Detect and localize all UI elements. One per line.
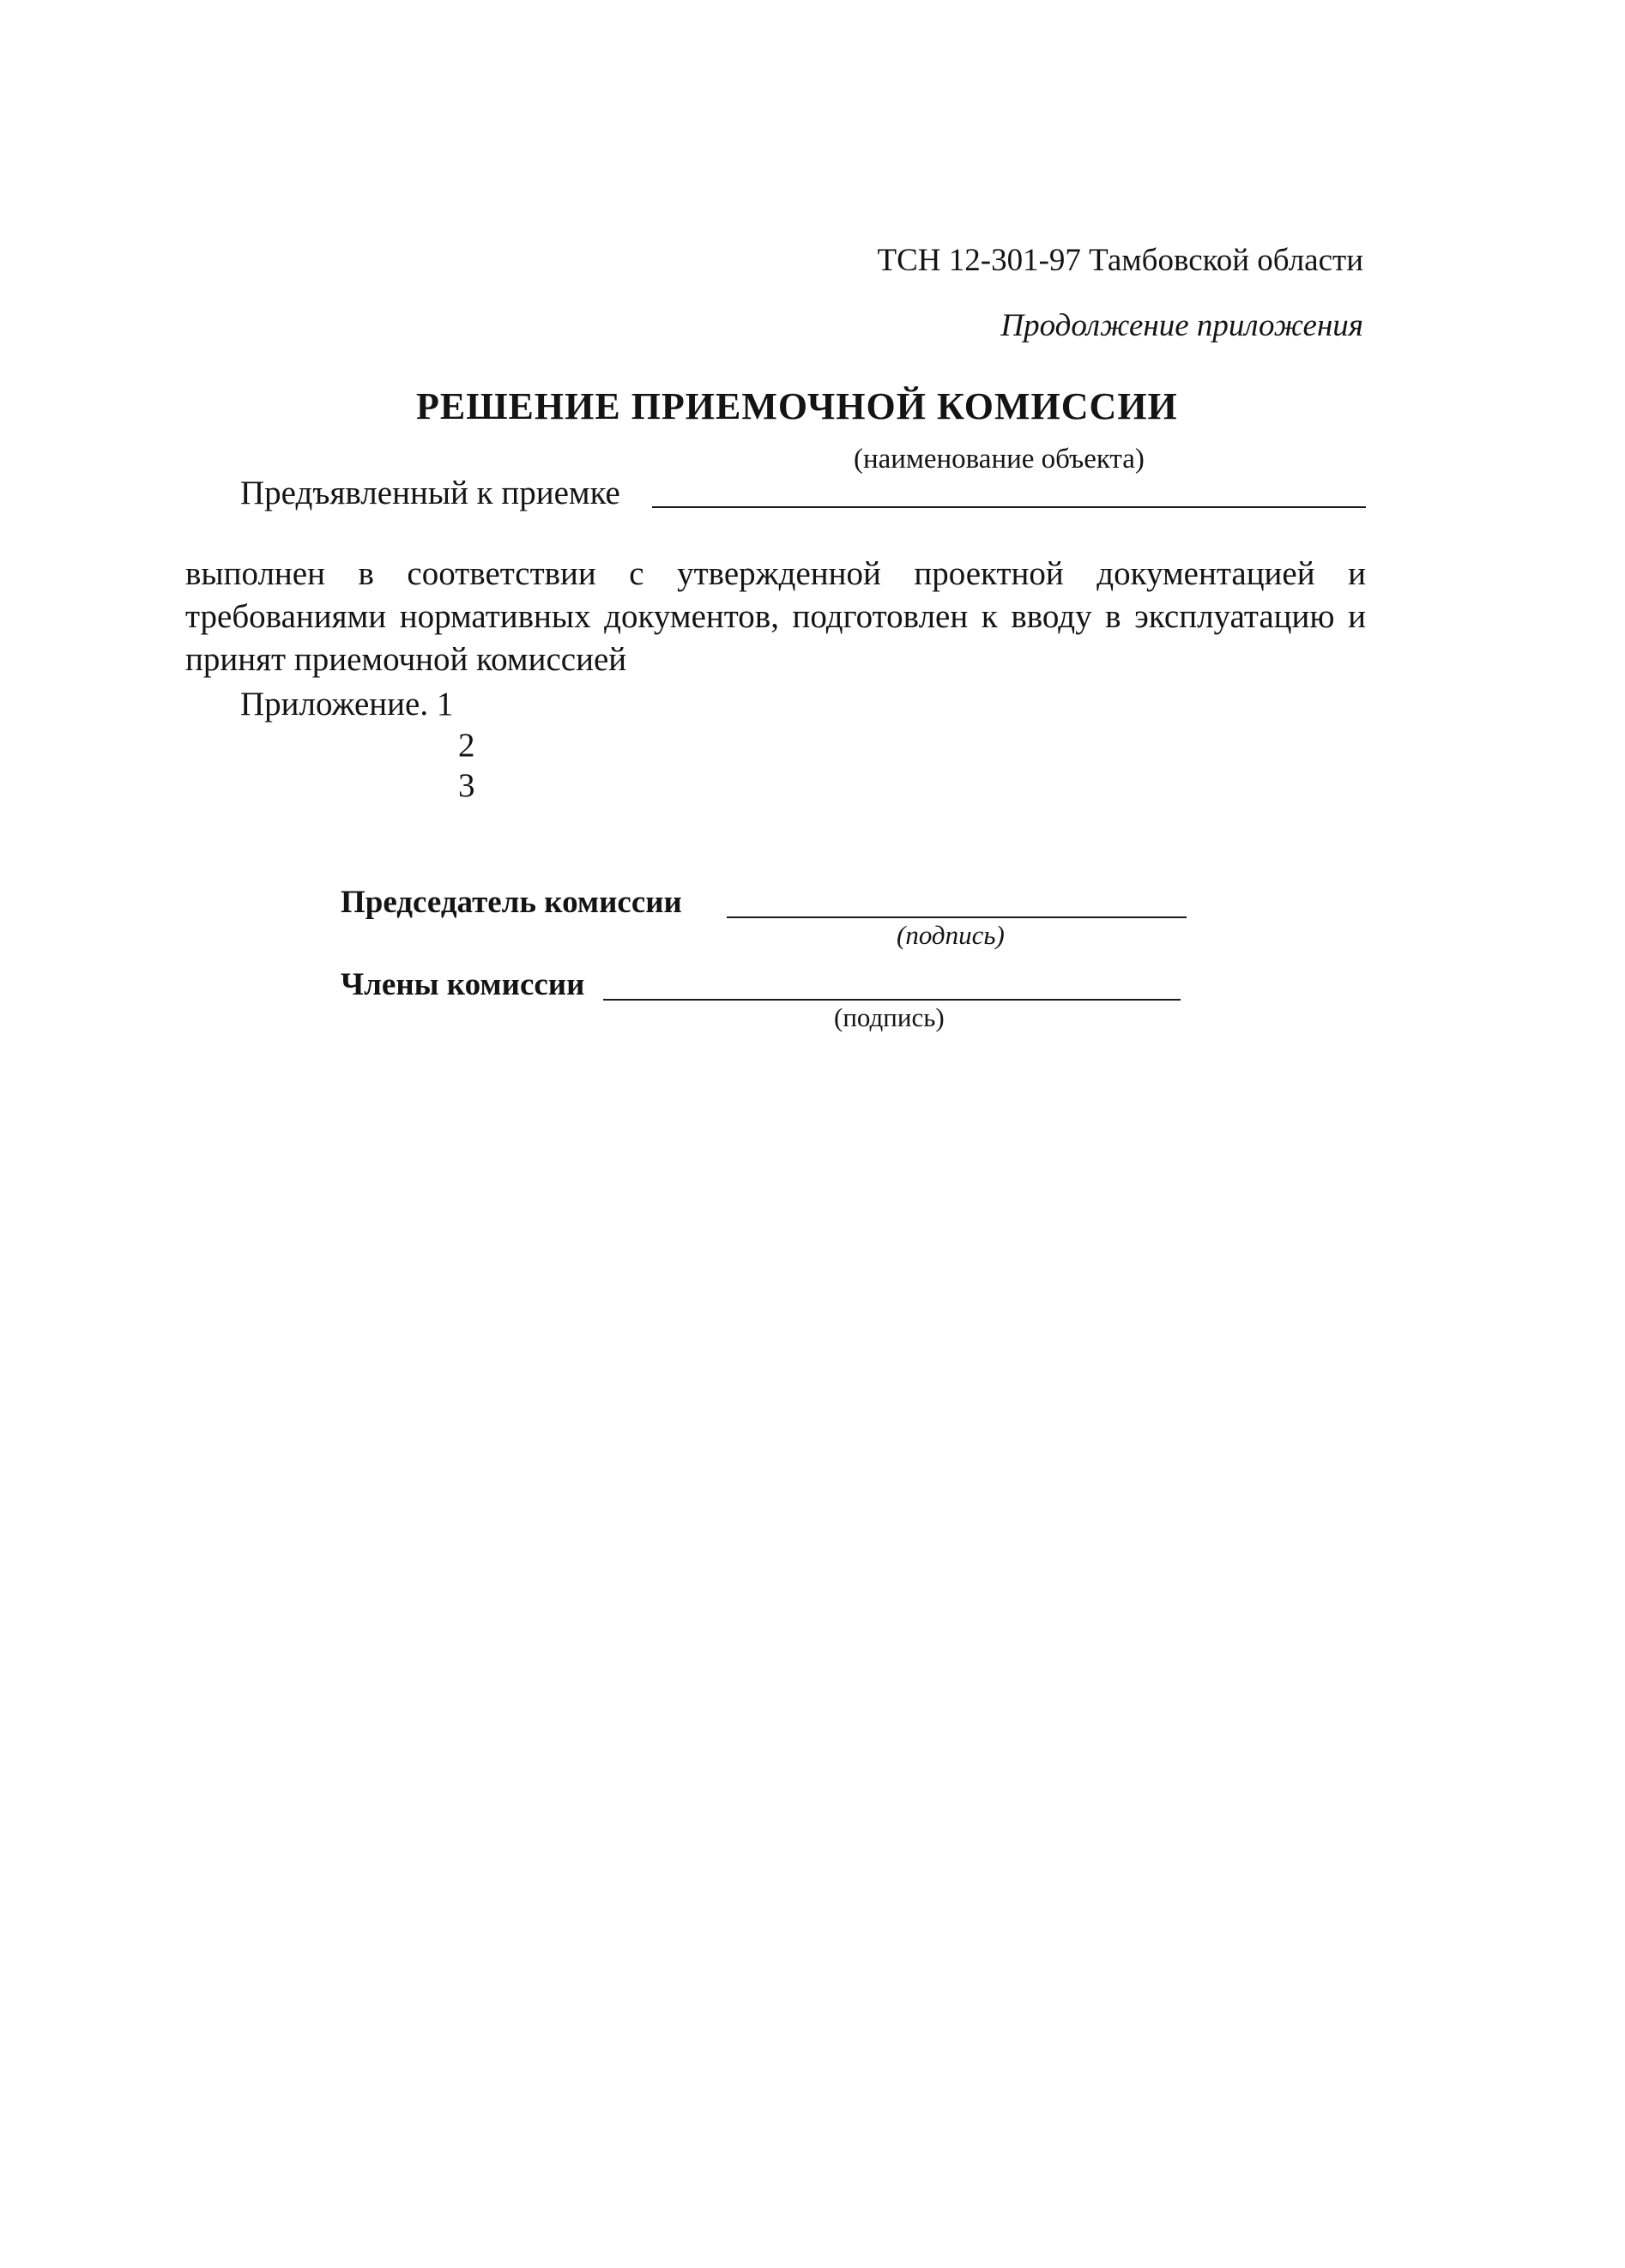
members-signature-caption: (подпись) xyxy=(834,1002,945,1032)
appendix-label: Приложение. 1 xyxy=(240,686,454,723)
object-name-caption: (наименование объекта) xyxy=(854,444,1145,475)
presented-for-acceptance-label: Предъявленный к приемке xyxy=(240,475,620,511)
appendix-item-2: 2 xyxy=(458,727,475,764)
chairman-signature-line xyxy=(727,916,1187,918)
chairman-label: Председатель комиссии xyxy=(341,885,682,920)
appendix-item-3: 3 xyxy=(458,767,475,804)
decision-body-text: выполнен в соответствии с утвержденной проектной документацией и требованиями нормативных документов, подготовлен к вводу в эксплуатацию и принят приемочной комиссией xyxy=(185,555,1366,678)
page-title: РЕШЕНИЕ ПРИЕМОЧНОЙ КОМИССИИ xyxy=(416,385,1178,427)
object-name-field-line xyxy=(652,506,1366,508)
members-signature-line xyxy=(603,999,1181,1001)
members-label: Члены комиссии xyxy=(341,967,585,1002)
chairman-signature-caption: (подпись) xyxy=(897,920,1005,950)
document-code: ТСН 12-301-97 Тамбовской области xyxy=(877,243,1363,278)
continuation-note: Продолжение приложения xyxy=(1000,308,1363,343)
